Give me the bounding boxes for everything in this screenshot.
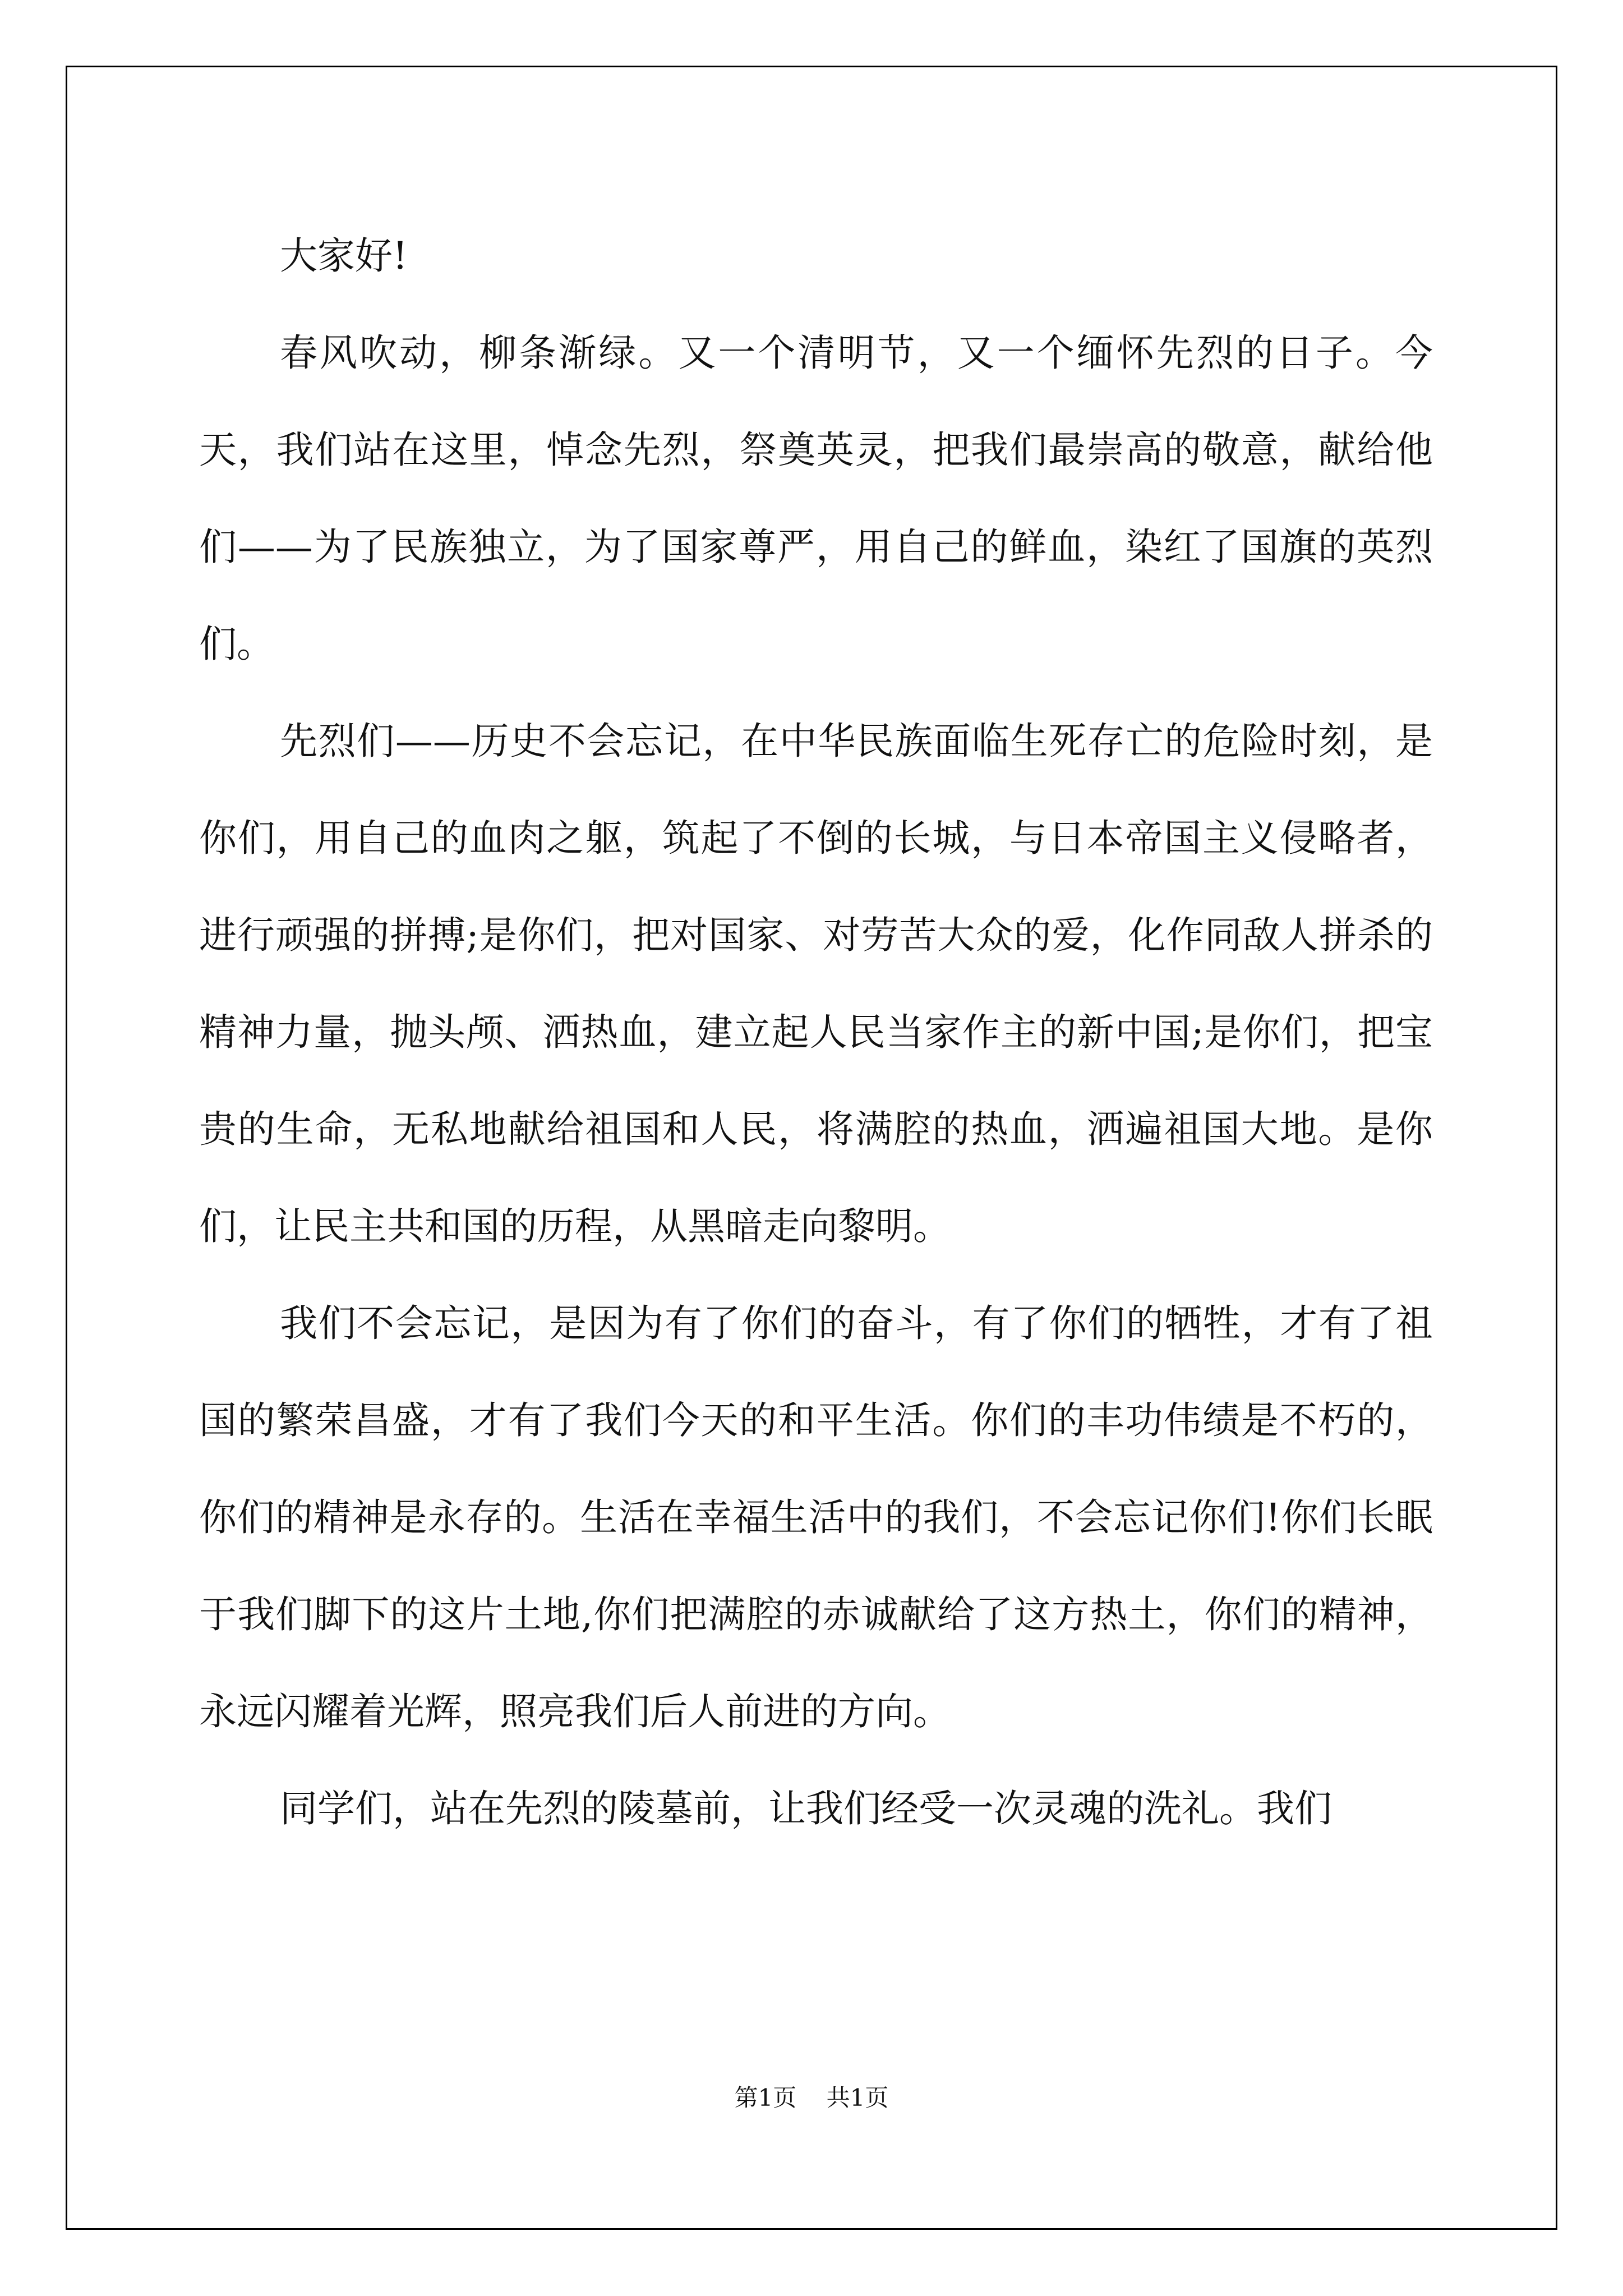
page-footer — [0, 2082, 1623, 2114]
paragraph-1: 春风吹动，柳条渐绿。又一个清明节，又一个缅怀先烈的日子。今天，我们站在这里，悼念先烈，祭奠英灵，把我们最崇高的敬意，献给他们——为了民族独立，为了国家尊严，用自己的鲜血，染红了国旗的英烈们。 — [199, 331, 1433, 666]
paragraph-2: 先烈们——历史不会忘记，在中华民族面临生死存亡的危险时刻，是你们，用自己的血肉之躯，筑起了不倒的长城，与日本帝国主义侵略者，进行顽强的拼搏;是你们，把对国家、对劳苦大众的爱，化作同敌人拼杀的精神力量，抛头颅、洒热血，建立起人民当家作主的新中国;是你们，把宝贵的生命，无私地献给祖国和人民，将满腔的热血，洒遍祖国大地。是你们，让民主共和国的历程，从黑暗走向黎明。 — [199, 719, 1433, 1248]
document-body — [199, 208, 1433, 1857]
paragraph-4: 同学们，站在先烈的陵墓前，让我们经受一次灵魂的洗礼。我们 — [280, 1787, 1332, 1830]
paragraph-greeting: 大家好! — [280, 234, 408, 278]
page-number-total: 共1页 — [826, 2084, 889, 2111]
paragraph-3: 我们不会忘记，是因为有了你们的奋斗，有了你们的牺牲，才有了祖国的繁荣昌盛，才有了我们今天的和平生活。你们的丰功伟绩是不朽的，你们的精神是永存的。生活在幸福生活中的我们，不会忘记你们!你们长眠于我们脚下的这片土地,你们把满腔的赤诚献给了这方热土，你们的精神，永远闪耀着光辉，照亮我们后人前进的方向。 — [199, 1301, 1433, 1733]
page-number-current: 第1页 — [734, 2084, 797, 2111]
